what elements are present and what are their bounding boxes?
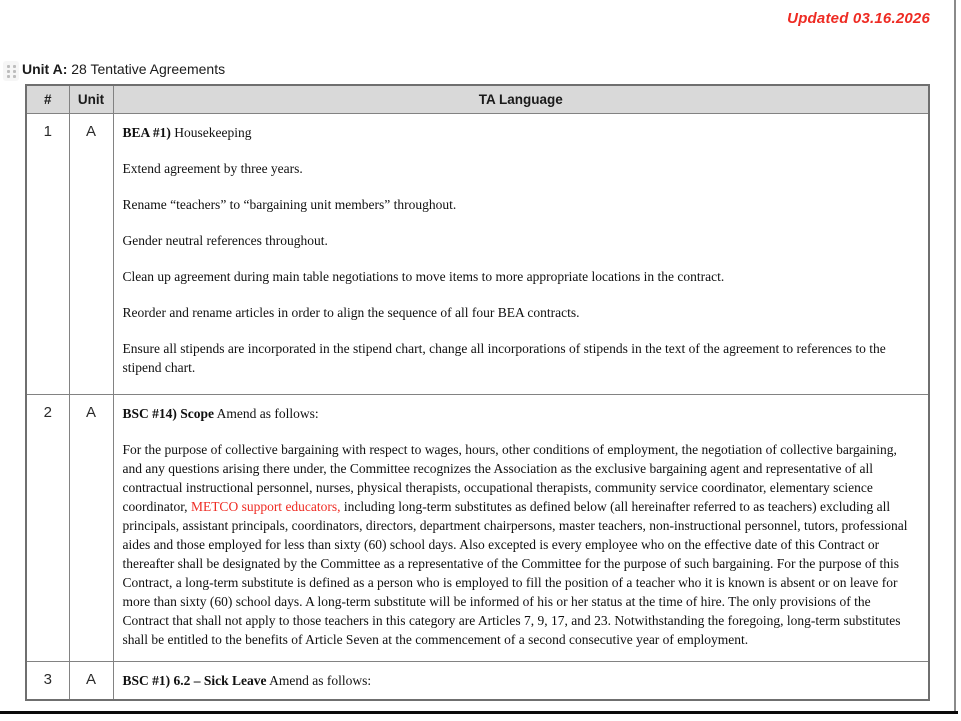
ta-text-segment: Rename “teachers” to “bargaining unit members” throughout. bbox=[122, 197, 457, 212]
updated-date-stamp: Updated 03.16.2026 bbox=[787, 10, 930, 27]
ta-text-segment: Extend agreement by three years. bbox=[122, 161, 303, 176]
table-header-row bbox=[26, 85, 929, 114]
column-header-number: # bbox=[26, 85, 69, 114]
ta-text-segment: Clean up agreement during main table negotiations to move items to more appropriate locations in the contract. bbox=[122, 269, 725, 284]
table-caption-count-text: 28 Tentative Agreements bbox=[67, 61, 226, 77]
row-number-cell: 2 bbox=[26, 395, 69, 662]
table-row bbox=[26, 114, 929, 395]
ta-text-segment: Gender neutral references throughout. bbox=[122, 233, 328, 248]
ta-text-segment: Amend as follows: bbox=[266, 673, 372, 688]
tentative-agreements-table bbox=[25, 84, 930, 701]
row-ta-language-cell bbox=[113, 395, 929, 662]
ta-text-segment: Housekeeping bbox=[170, 125, 252, 140]
ta-table-body bbox=[26, 114, 929, 700]
ta-text-segment: including long-term substitutes as defined below (all hereinafter referred to as teachers) excluding all principals, assistant principals, coordinators, directors, department chairpersons, master teachers, non-instructional personnel, tutors, professional aides and those employed for less than sixty (60) school days. Also excepted is every employee who on the effective date of this Contract or thereafter shall be designated by the Committee as a representative of the Committee for the purpose of such bargaining. For the purpose of this Contract, a long-term substitute is defined as a person who is employed to fill the position of a teacher who it is known is absent or on leave for more than sixty (60) school days. A long-term substitute will be informed of his or her status at the time of hire. The only provisions of the Contract that shall not apply to those teachers in this category are Articles 7, 9, 17, and 23. Notwithstanding the foregoing, long-term substitutes shall be entitled to the benefits of Article Seven at the commencement of a second consecutive year of employment. bbox=[122, 499, 908, 647]
row-ta-language-cell bbox=[113, 662, 929, 700]
ta-text-segment: BEA #1) bbox=[122, 125, 171, 140]
ta-paragraph bbox=[123, 440, 919, 649]
ta-text-red-segment: METCO support educators, bbox=[190, 499, 341, 514]
ta-text-segment: For the purpose of collective bargaining with respect to wages, hours, other conditions of employment, the negotiation of collective bargaining, and any questions arising there under, the Committee recognizes the Association as the exclusive bargaining agent and representative of all contractual instructional personnel, nurses, physical therapists, occupational therapists, community service coordinator, elementary science coordinator, bbox=[122, 442, 897, 514]
table-caption-unit-label: Unit A: bbox=[22, 61, 68, 77]
ta-text-segment: Reorder and rename articles in order to align the sequence of all four BEA contracts. bbox=[122, 305, 580, 320]
ta-text-segment: BSC #14) Scope bbox=[122, 406, 215, 421]
page-right-edge-line bbox=[954, 0, 956, 712]
ta-paragraph bbox=[123, 339, 919, 377]
row-unit-cell: A bbox=[69, 114, 113, 395]
column-header-ta-language: TA Language bbox=[113, 85, 929, 114]
ta-paragraph bbox=[123, 303, 919, 322]
row-unit-cell: A bbox=[69, 395, 113, 662]
ta-paragraph bbox=[123, 267, 919, 286]
page-bottom-edge-line bbox=[0, 711, 958, 714]
ta-text-segment: Ensure all stipends are incorporated in the stipend chart, change all incorporations of stipends in the text of the agreement to references to the stipend chart. bbox=[122, 341, 886, 375]
ta-paragraph bbox=[123, 404, 919, 423]
ta-paragraph bbox=[123, 195, 919, 214]
ta-paragraph bbox=[123, 671, 919, 690]
ta-text-segment: Amend as follows: bbox=[214, 406, 319, 421]
ta-text-segment: BSC #1) 6.2 – Sick Leave bbox=[122, 673, 267, 688]
ta-paragraph bbox=[123, 159, 919, 178]
row-ta-language-cell bbox=[113, 114, 929, 395]
table-row bbox=[26, 395, 929, 662]
table-caption bbox=[22, 61, 225, 77]
table-drag-handle-icon[interactable] bbox=[3, 61, 19, 81]
column-header-unit: Unit bbox=[69, 85, 113, 114]
ta-paragraph bbox=[123, 123, 919, 142]
row-number-cell: 3 bbox=[26, 662, 69, 700]
row-unit-cell: A bbox=[69, 662, 113, 700]
ta-paragraph bbox=[123, 231, 919, 250]
row-number-cell: 1 bbox=[26, 114, 69, 395]
table-row bbox=[26, 662, 929, 700]
